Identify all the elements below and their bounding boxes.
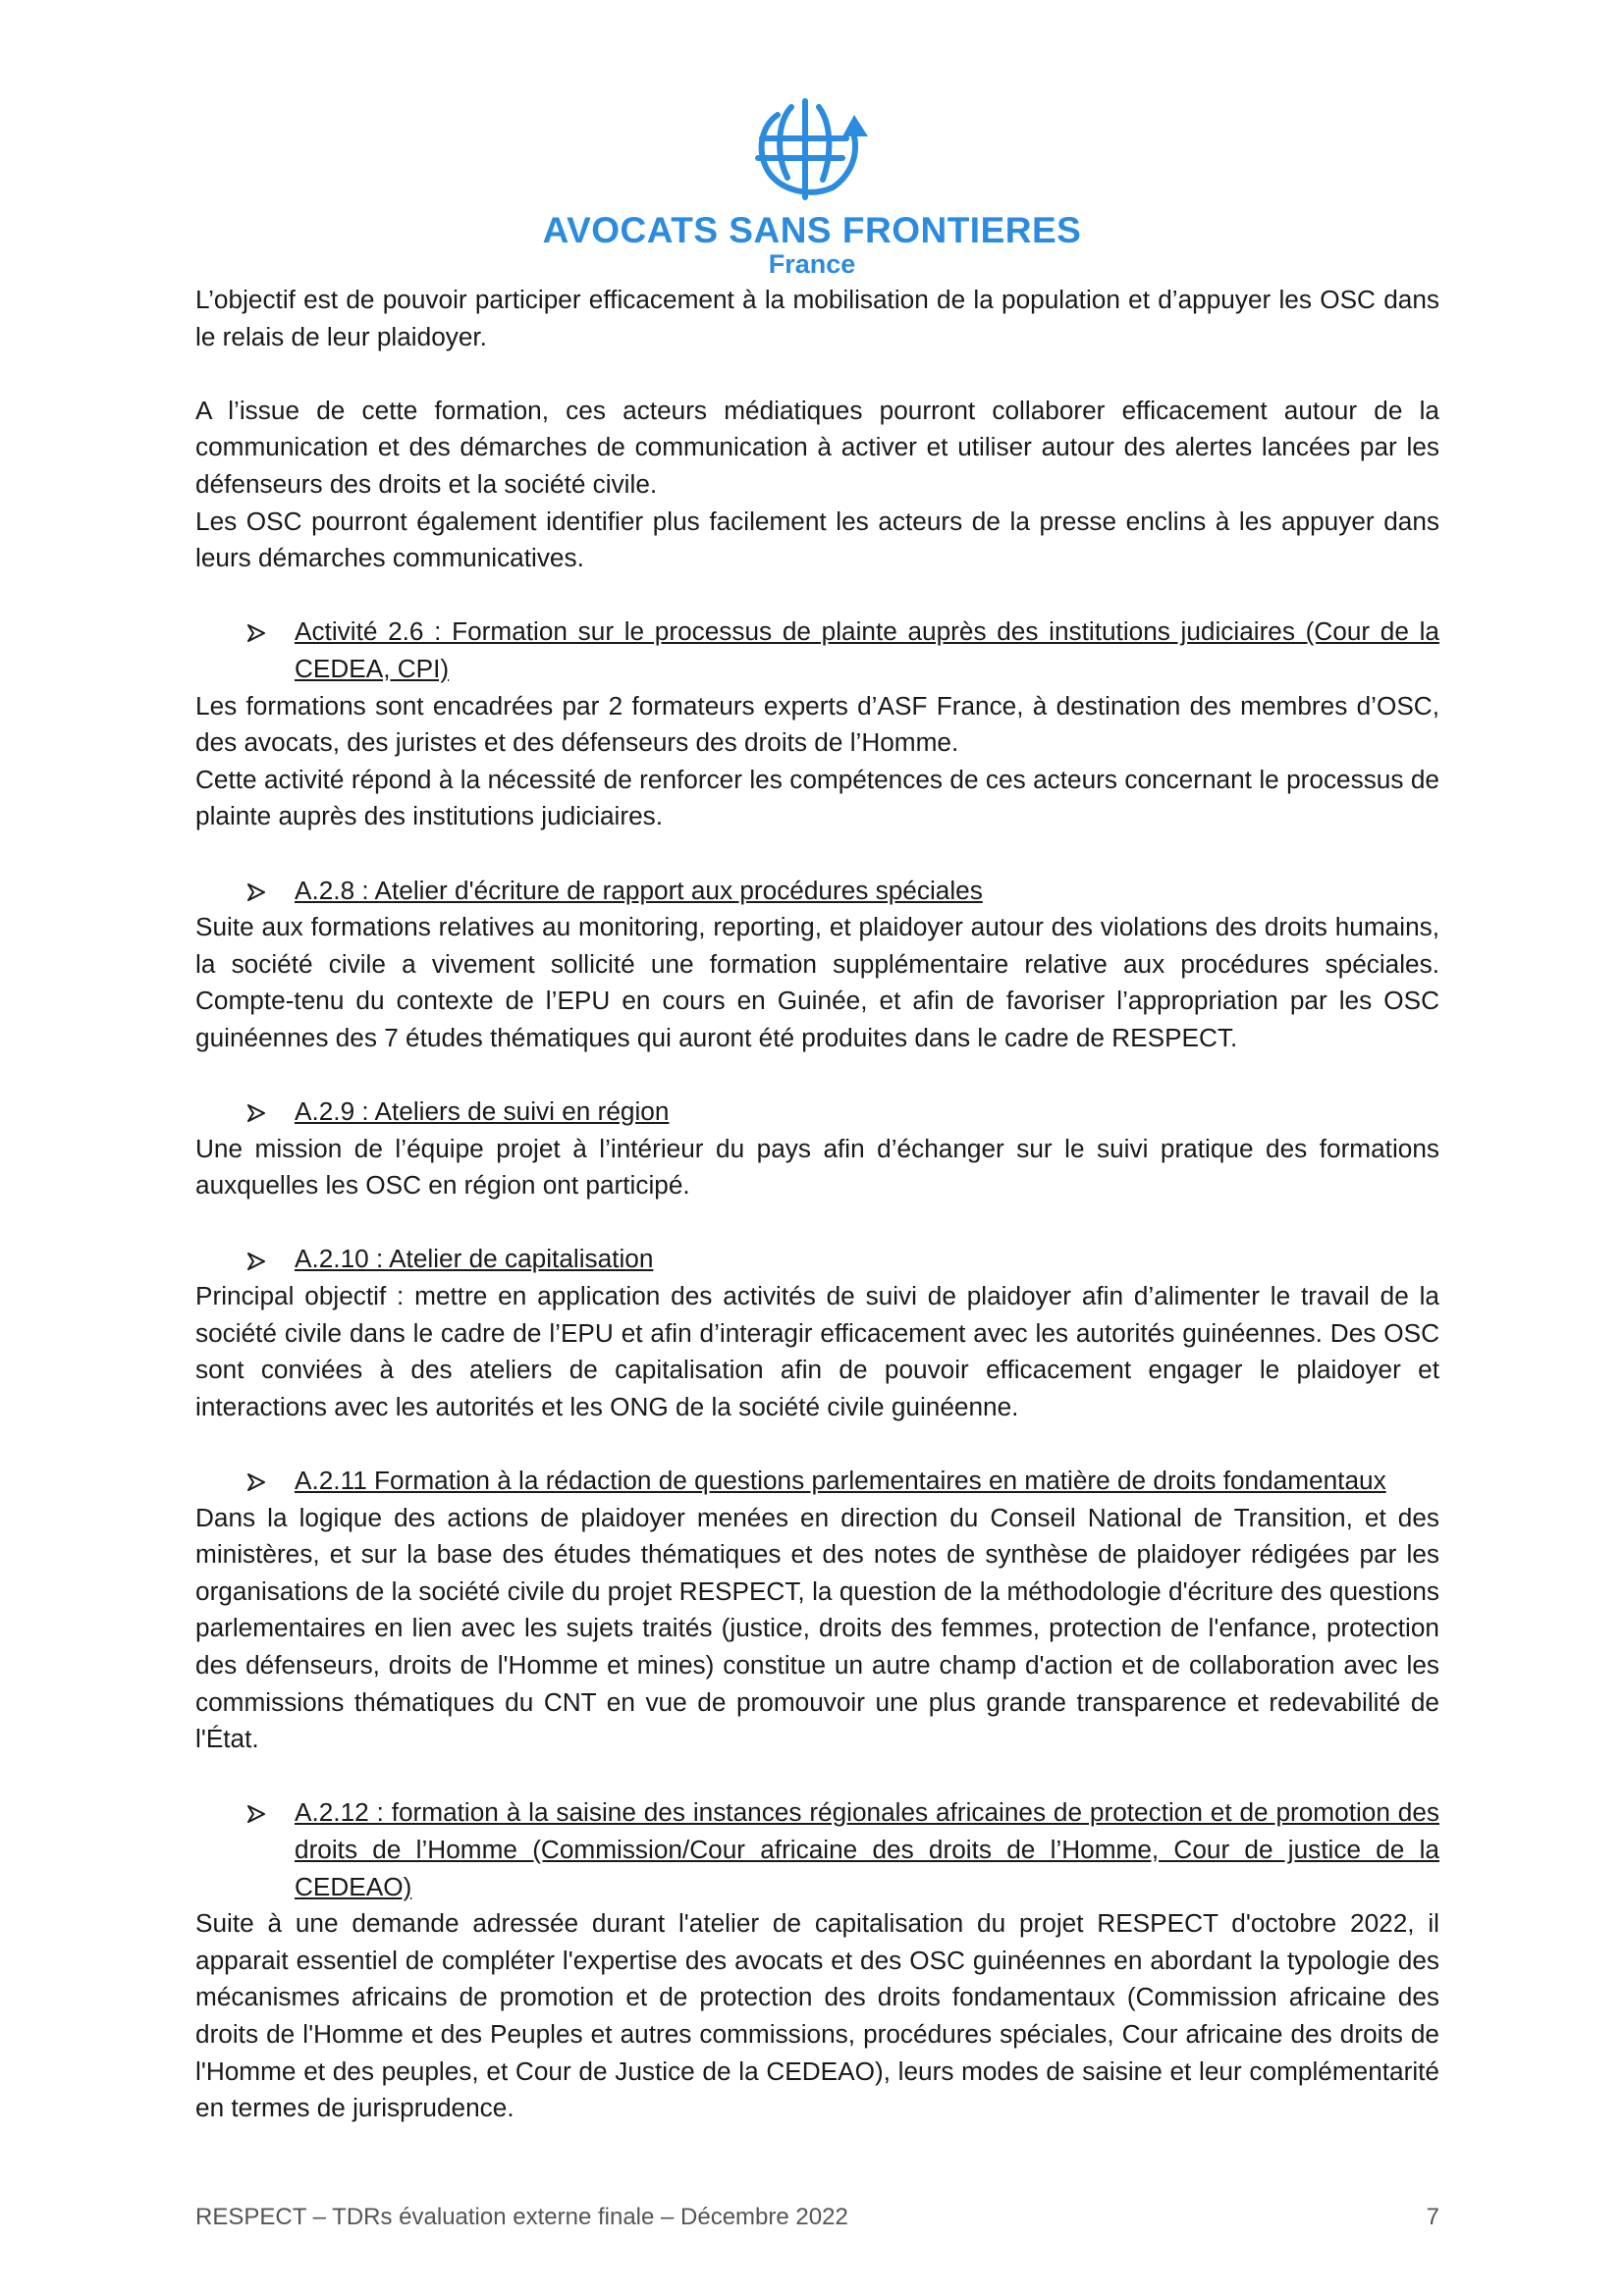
arrow-bullet-icon [246, 1241, 270, 1278]
section-heading [195, 1463, 1439, 1500]
section-title: A.2.8 : Atelier d'écriture de rapport aux procédures spéciales [295, 875, 983, 905]
paragraph: Les formations sont encadrées par 2 formateurs experts d’ASF France, à destination des membres d’OSC, des avocats, des juristes et des défenseurs des droits de l’Homme. [195, 690, 1439, 758]
paragraph: A l’issue de cette formation, ces acteurs médiatiques pourront collaborer efficacement autour de la communication et des démarches de communication à activer et utiliser autour des alertes lancées par les défenseurs des droits et la société civile. [195, 395, 1439, 499]
paragraph: Cette activité répond à la nécessité de renforcer les compétences de ces acteurs concernant le processus de plainte auprès des institutions judiciaires. [195, 764, 1439, 831]
section-heading [195, 1794, 1439, 1905]
logo-title: AVOCATS SANS FRONTIERES [542, 210, 1082, 250]
paragraph: Dans la logique des actions de plaidoyer menées en direction du Conseil National de Transition, et des ministères, et sur la base des études thématiques et des notes de synthèse de plaidoyer rédigées par les organisations de la société civile du projet RESPECT, la question de la méthodologie d'écriture des questions parlementaires en lien avec les sujets traités (justice, droits des femmes, protection de l'enfance, protection des défenseurs, droits de l'Homme et mines) constitue un autre champ d'action et de collaboration avec les commissions thématiques du CNT en vue de promouvoir une plus grande transparence et redevabilité de l'État. [195, 1502, 1439, 1754]
paragraph: Suite aux formations relatives au monitoring, reporting, et plaidoyer autour des violations des droits humains, la société civile a vivement sollicité une formation supplémentaire relative aux procédures spéciales. Compte-tenu du contexte de l’EPU en cours en Guinée, et afin de favoriser l’appropriation par les OSC guinéennes des 7 études thématiques qui auront été produites dans le cadre de RESPECT. [195, 912, 1439, 1052]
asf-logo [0, 93, 1624, 278]
section-heading [195, 1094, 1439, 1131]
paragraph: Suite à une demande adressée durant l'atelier de capitalisation du projet RESPECT d'octobre 2022, il apparait essentiel de compléter l'expertise des avocats et des OSC guinéennes en abordant la typologie des mécanismes africains de promotion et de protection des droits fondamentaux (Commission africaine des droits de l'Homme et des Peuples et autres commissions, procédures spéciales, Cour africaine des droits de l'Homme et des peuples, et Cour de Justice de la CEDEAO), leurs modes de saisine et leur complémentarité en termes de jurisprudence. [195, 1908, 1439, 2123]
section-title: A.2.11 Formation à la rédaction de questions parlementaires en matière de droits fondamentaux [295, 1466, 1386, 1495]
page-number: 7 [1426, 2204, 1439, 2230]
globe-arrow-icon [748, 93, 876, 203]
arrow-bullet-icon [246, 1463, 270, 1500]
arrow-bullet-icon [246, 1094, 270, 1131]
arrow-bullet-icon [246, 1794, 270, 1832]
footer-text: RESPECT – TDRs évaluation externe finale – Décembre 2022 [195, 2204, 848, 2230]
paragraph: Une mission de l’équipe projet à l’intérieur du pays afin d’échanger sur le suivi pratique des formations auxquelles les OSC en région ont participé. [195, 1133, 1439, 1201]
arrow-bullet-icon [246, 873, 270, 910]
logo-subtitle: France [768, 249, 856, 279]
paragraph: Principal objectif : mettre en application des activités de suivi de plaidoyer afin d’alimenter le travail de la société civile dans le cadre de l’EPU et afin d’interagir efficacement avec les autorités guinéennes. Des OSC sont conviées à des ateliers de capitalisation afin de pouvoir efficacement engager le plaidoyer et interactions avec les autorités et les ONG de la société civile guinéenne. [195, 1281, 1439, 1421]
section-heading [195, 614, 1439, 687]
page-footer [195, 2204, 1439, 2231]
paragraph: Les OSC pourront également identifier plus facilement les acteurs de la presse enclins à les appuyer dans leurs démarches communicatives. [195, 506, 1439, 573]
section-title: A.2.9 : Ateliers de suivi en région [295, 1096, 670, 1127]
section-title: A.2.12 : formation à la saisine des instances régionales africaines de protection et de promotion des droits de l’Homme (Commission/Cour africaine des droits de l’Homme, Cour de justice de la CEDEAO) [295, 1797, 1439, 1901]
section-title: Activité 2.6 : Formation sur le processus de plainte auprès des institutions judiciaires (Cour de la CEDEA, CPI) [295, 616, 1439, 683]
document-body [195, 282, 1439, 2127]
section-heading [195, 873, 1439, 910]
paragraph: L’objectif est de pouvoir participer efficacement à la mobilisation de la population et d’appuyer les OSC dans le relais de leur plaidoyer. [195, 285, 1439, 351]
section-title: A.2.10 : Atelier de capitalisation [295, 1244, 654, 1274]
section-heading [195, 1241, 1439, 1278]
arrow-bullet-icon [246, 614, 270, 651]
